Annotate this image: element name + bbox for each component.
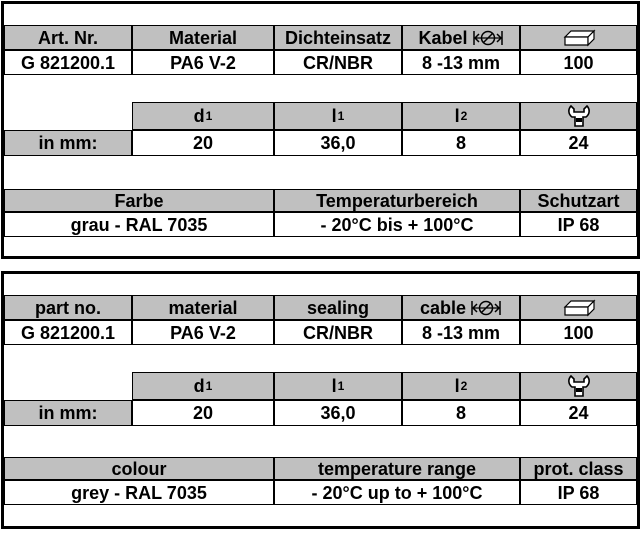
prop-header-protection-text: Schutzart <box>537 190 620 211</box>
header-dichteinsatz-label: Dichteinsatz <box>284 27 392 48</box>
value-dichteinsatz <box>274 50 402 75</box>
dim-d1-subscript: 1 <box>205 109 213 123</box>
value-kabel-text: 8 -13 mm <box>421 52 501 73</box>
dim-header-l2 <box>402 102 520 130</box>
header-kabel <box>402 25 520 50</box>
dim-l1-symbol: l <box>331 106 337 126</box>
dim-header-d1 <box>132 102 274 130</box>
dim-value-wrench-en-text: 24 <box>568 403 589 423</box>
dim-value-wrench-text: 24 <box>568 133 589 153</box>
dim-l2-symbol-en: l <box>454 376 460 396</box>
dim-header-wrench <box>520 102 637 130</box>
dim-value-l1-en-text: 36,0 <box>320 403 356 423</box>
dim-l2-subscript: 2 <box>460 109 468 123</box>
prop-value-temperature-text: - 20°C bis + 100°C <box>320 214 474 235</box>
value-part-no-text: G 821200.1 <box>20 322 116 343</box>
value-sealing-text: CR/NBR <box>303 322 373 343</box>
dim-value-l2-en <box>402 400 520 426</box>
header-cable-label: cable <box>419 297 467 318</box>
header-package-quantity-en <box>520 295 637 320</box>
prop-value-temperature-en-text: - 20°C up to + 100°C <box>311 482 483 503</box>
dim-value-l2-text: 8 <box>455 133 466 153</box>
package-box-icon <box>561 298 597 318</box>
prop-value-protection-en <box>520 480 637 505</box>
dim-value-l2 <box>402 130 520 156</box>
value-cable <box>402 320 520 345</box>
dim-l2-symbol: l <box>454 106 460 126</box>
header-material-en-label: material <box>168 297 238 318</box>
header-sealing <box>274 295 402 320</box>
header-art-nr <box>4 25 132 50</box>
cable-diameter-icon <box>470 298 502 318</box>
prop-value-temperature <box>274 212 520 237</box>
value-material-en-text: PA6 V-2 <box>170 322 236 343</box>
dim-label-text: in mm: <box>38 133 98 153</box>
prop-header-protection-en-text: prot. class <box>533 458 624 479</box>
value-art-nr-text: G 821200.1 <box>20 52 116 73</box>
header-part-no-label: part no. <box>35 297 101 318</box>
dim-label-en-text: in mm: <box>38 403 98 423</box>
prop-value-protection-en-text: IP 68 <box>557 482 600 503</box>
value-sealing <box>274 320 402 345</box>
value-kabel <box>402 50 520 75</box>
dim-d1-subscript-en: 1 <box>205 379 213 393</box>
dim-value-l1-text: 36,0 <box>320 133 356 153</box>
prop-header-protection <box>520 189 637 212</box>
wrench-size-icon <box>566 103 592 129</box>
value-material-en <box>132 320 274 345</box>
prop-header-temperature-text: Temperaturbereich <box>316 190 478 211</box>
dim-value-d1-text: 20 <box>192 133 214 153</box>
dim-l2-subscript-en: 2 <box>460 379 468 393</box>
value-package-quantity <box>520 50 637 75</box>
value-cable-text: 8 -13 mm <box>421 322 501 343</box>
value-dichteinsatz-text: CR/NBR <box>303 52 373 73</box>
prop-header-colour <box>4 189 274 212</box>
prop-header-colour-en <box>4 457 274 480</box>
dim-value-wrench-en <box>520 400 637 426</box>
value-package-quantity-text: 100 <box>563 52 594 73</box>
dim-header-wrench-en <box>520 372 637 400</box>
dim-header-l1-en <box>274 372 402 400</box>
header-kabel-label: Kabel <box>418 27 468 48</box>
dim-value-wrench <box>520 130 637 156</box>
value-art-nr <box>4 50 132 75</box>
value-package-quantity-en <box>520 320 637 345</box>
header-dichteinsatz <box>274 25 402 50</box>
header-sealing-label: sealing <box>306 297 370 318</box>
dim-label-en <box>4 400 132 426</box>
prop-value-colour <box>4 212 274 237</box>
dim-header-d1-en <box>132 372 274 400</box>
prop-header-protection-en <box>520 457 637 480</box>
dim-value-d1-en <box>132 400 274 426</box>
value-package-quantity-en-text: 100 <box>563 322 594 343</box>
dim-value-d1 <box>132 130 274 156</box>
prop-value-colour-text: grau - RAL 7035 <box>70 214 208 235</box>
dim-d1-symbol: d <box>193 106 205 126</box>
prop-value-colour-en-text: grey - RAL 7035 <box>71 482 207 503</box>
dim-value-l2-en-text: 8 <box>455 403 466 423</box>
dim-header-l2-en <box>402 372 520 400</box>
dim-d1-symbol-en: d <box>193 376 205 396</box>
dim-value-l1 <box>274 130 402 156</box>
prop-value-protection-text: IP 68 <box>557 214 600 235</box>
datasheet-panel-german <box>1 1 640 259</box>
prop-header-temperature-en-text: temperature range <box>317 458 477 479</box>
dim-header-l1 <box>274 102 402 130</box>
dim-value-l1-en <box>274 400 402 426</box>
wrench-size-icon <box>566 373 592 399</box>
value-material-text: PA6 V-2 <box>170 52 236 73</box>
cable-diameter-icon <box>472 28 504 48</box>
prop-header-colour-en-text: colour <box>111 458 167 479</box>
header-material-label: Material <box>168 27 238 48</box>
header-material-en <box>132 295 274 320</box>
prop-value-protection <box>520 212 637 237</box>
value-material <box>132 50 274 75</box>
prop-header-temperature <box>274 189 520 212</box>
header-material <box>132 25 274 50</box>
datasheet-panel-english <box>1 271 640 529</box>
header-art-nr-label: Art. Nr. <box>37 27 98 48</box>
header-package-quantity <box>520 25 637 50</box>
package-box-icon <box>561 28 597 48</box>
dim-label <box>4 130 132 156</box>
dim-value-d1-en-text: 20 <box>192 403 214 423</box>
header-cable <box>402 295 520 320</box>
dim-l1-subscript: 1 <box>337 109 345 123</box>
prop-header-temperature-en <box>274 457 520 480</box>
dim-l1-symbol-en: l <box>331 376 337 396</box>
dim-l1-subscript-en: 1 <box>337 379 345 393</box>
prop-value-temperature-en <box>274 480 520 505</box>
header-part-no <box>4 295 132 320</box>
value-part-no <box>4 320 132 345</box>
prop-header-colour-text: Farbe <box>114 190 164 211</box>
prop-value-colour-en <box>4 480 274 505</box>
